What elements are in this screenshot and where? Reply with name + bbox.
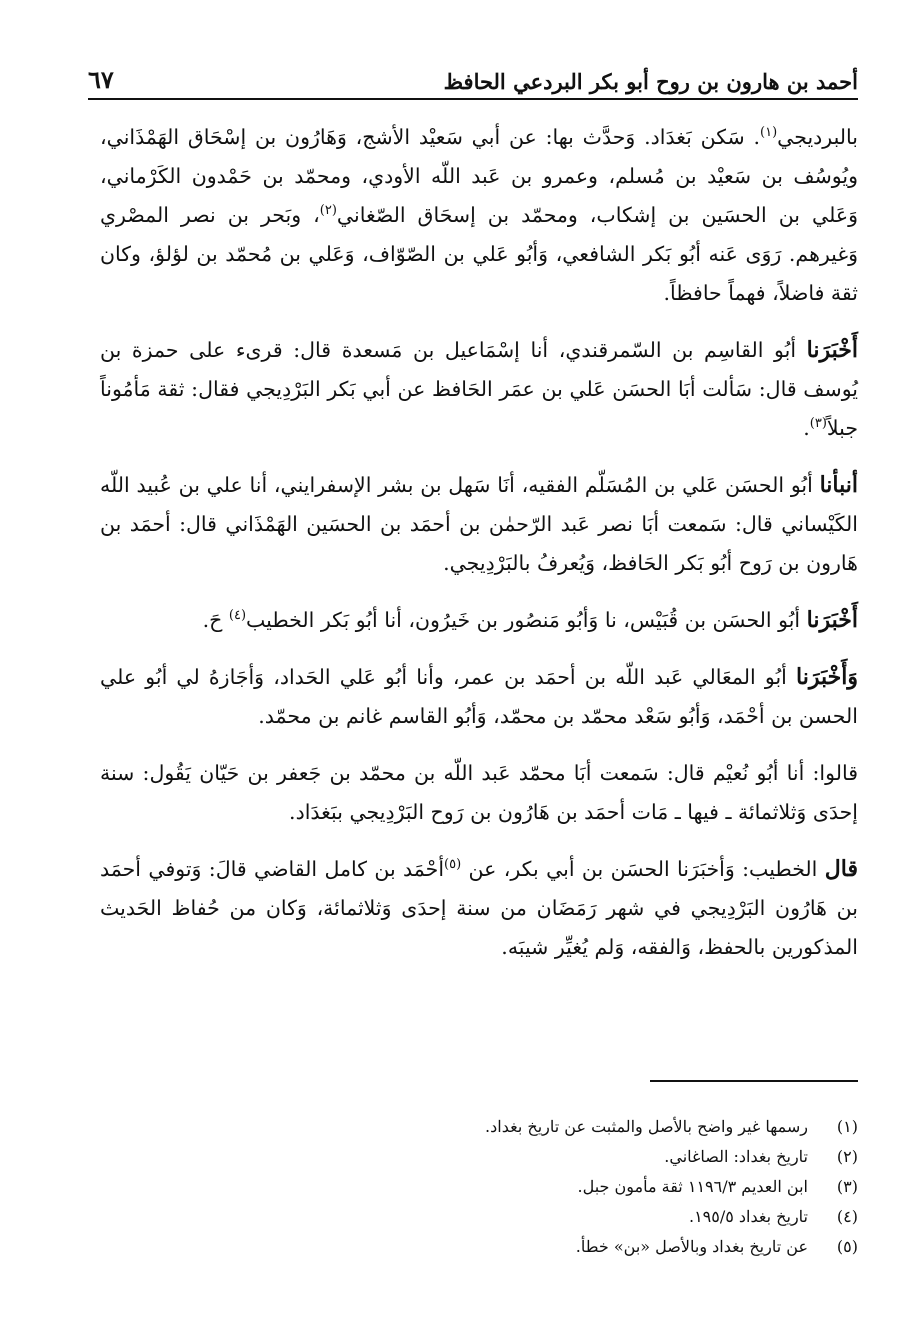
narration-lead: أَخْبَرَنا [806,337,858,363]
paragraph-3 [100,466,858,583]
paragraph-text: أبُو القاسِم بن السّمرقندي، أنا إسْمَاعيل بن مَسعدة قال: قرىء على حمزة بن يُوسف قال: سَألت أبَا الحسَن عَلي بن عمَر الحَافظ عن أبي بَكر البَرْدِيجي فقال: ثقة مَأمُوناً جبلاً [100,338,858,440]
paragraph-text: أحْمَد بن كامل القاضي قالَ: وَتوفي أحمَد بن هَارُون البَرْدِيجي في شهر رَمَضَان من سنة إحدَى وَثلاثمائة، وَكان من حُفاظ الحَديث المذكورين بالحفظ، وَالفقه، وَلم يُغيِّر شيبَه. [100,857,858,959]
footnote-number: (٣) [836,1177,858,1196]
footnote-text: عن تاريخ بغداد وبالأصل «بن» خطأ. [575,1237,808,1256]
paragraph-text: بالبرديجي [777,125,858,149]
footnote-item [100,1142,858,1172]
footnote-ref: (١) [760,125,778,141]
paragraph-1 [100,118,858,313]
footnote-divider [650,1080,858,1082]
paragraph-5 [100,658,858,736]
footnote-text: تاريخ بغداد ١٩٥/٥. [688,1207,808,1226]
paragraph-text: قالوا: أنا أبُو نُعيْم قال: سَمعت أبَا محمّد عَبد اللّه بن محمّد بن جَعفر بن حَيّان يَقُول: سنة إحدَى وَثلاثمائة ـ فيها ـ مَات أحمَد بن هَارُون بن رَوح البَرْدِيجي ببَغدَاد. [100,761,858,824]
paragraph-text: حَ. [202,608,229,632]
footnote-ref: (٣) [809,416,827,432]
footnote-item [100,1232,858,1262]
page-number: ٦٧ [88,65,114,94]
paragraph-4 [100,601,858,640]
footnote-item [100,1112,858,1142]
paragraph-text: . سَكن بَغدَاد. وَحدَّث بها: عن أبي سَعيْد الأشج، وَهَارُون بن إسْحَاق الهَمْذَاني، ويُوسُف بن سَعيْد بن مُسلم، وعمرو بن عَبد اللّه الأودي، ومحمّد بن حَمْدون الكَرْماني، وَعَلي بن الحسَين بن إشكاب، ومحمّد بن إسحَاق الصّغاني [100,125,858,227]
footnote-text: ابن العديم ١١٩٦/٣ ثقة مأمون جبل. [577,1177,808,1196]
paragraph-6 [100,754,858,832]
paragraph-text: الخطيب: وَأخبَرَنا الحسَن بن أبي بكر، عن [468,857,818,881]
paragraph-2 [100,331,858,448]
running-title: أحمد بن هارون بن روح أبو بكر البردعي الحافظ [443,69,858,94]
footnotes-list [100,1112,858,1262]
footnote-number: (٥) [836,1237,858,1256]
footnote-ref: (٢) [319,203,337,219]
paragraph-text: . [803,416,810,440]
narration-lead: قال [824,856,858,882]
footnote-text: رسمها غير واضح بالأصل والمثبت عن تاريخ بغداد. [485,1117,808,1136]
footnote-number: (٤) [836,1207,858,1226]
main-text [100,118,858,985]
paragraph-text: أبُو الحسَن بن قُبَيْس، نا وَأبُو مَنصُور بن خَيرُون، أنا أبُو بَكر الخطيب [246,608,801,632]
footnote-number: (٢) [836,1147,858,1166]
footnote-text: تاريخ بغداد: الصاغاني. [664,1147,808,1166]
footnote-ref: (٤) [228,608,247,624]
footnote-item [100,1172,858,1202]
narration-lead: أَخْبَرَنا [806,607,858,633]
paragraph-text: ، وبَحر بن نصر المصْري وَغيرهم. رَوَى عَنه أبُو بَكر الشافعي، وَأبُو عَلي بن الصّوّاف، وَعَلي بن مُحمّد بن لؤلؤ، وكان ثقة فاضلاً، فهماً حافظاً. [100,203,858,305]
footnote-number: (١) [836,1117,858,1136]
page-header [88,58,858,100]
paragraph-text: أبُو المعَالي عَبد اللّه بن أحمَد بن عمر، وأنا أبُو عَلي الحَداد، وَأجَازهُ لي أبُو علي الحسن بن أحْمَد، وَأبُو سَعْد محمّد بن محمّد، وَأبُو القاسم غانم بن محمّد. [100,665,858,728]
paragraph-text: أبُو الحسَن عَلي بن المُسَلّم الفقيه، أنَا سَهل بن بشر الإسفرايني، أنا علي بن عُبيد اللّه الكَيْساني قال: سَمعت أبَا نصر عَبد الرّحمٰن بن أحمَد بن الحسَين الهَمْذَاني قال: أحمَد بن هَارون بن رَوح أبُو بَكر الحَافظ، وَيُعرفُ بالبَرْدِيجي. [100,473,858,575]
footnote-ref: (٥) [444,857,462,873]
footnote-item [100,1202,858,1232]
paragraph-7 [100,850,858,967]
narration-lead: أنبأنا [819,472,858,498]
narration-lead: وَأَخْبَرَنا [796,664,858,690]
